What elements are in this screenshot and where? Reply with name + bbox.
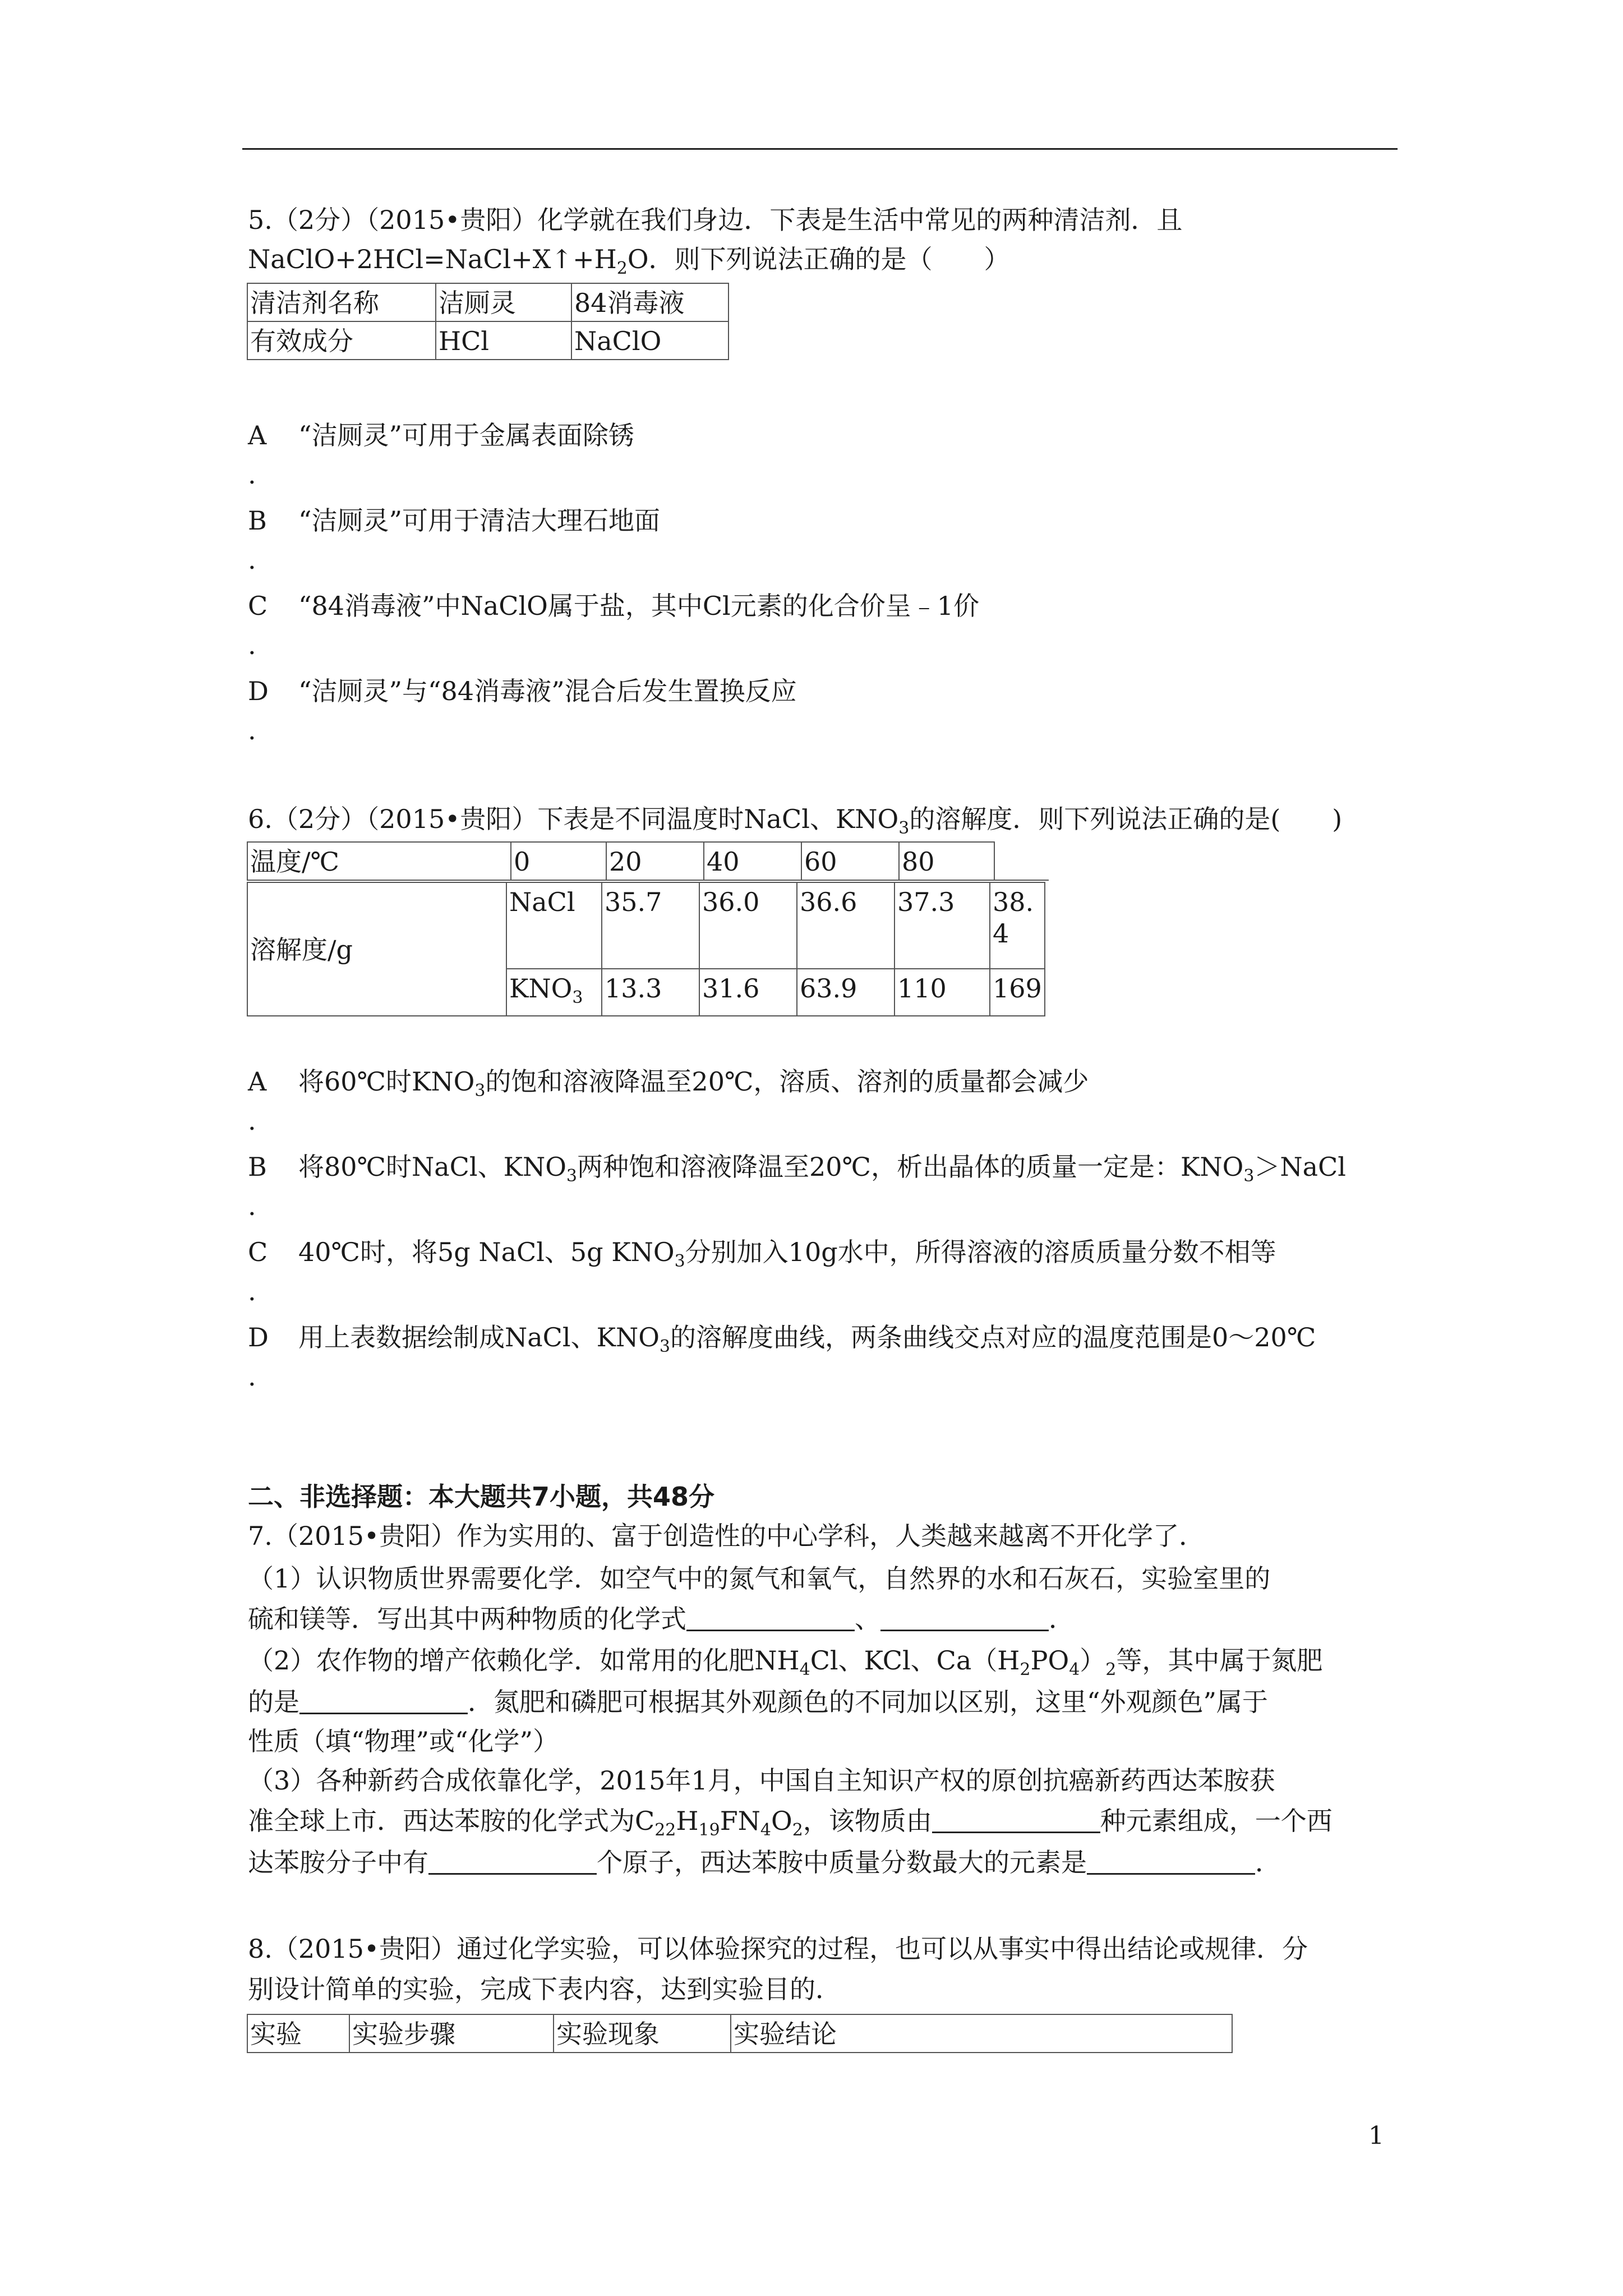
q5-option-c-letter: C <box>248 591 268 621</box>
option-dot: . <box>248 459 256 490</box>
q6-option-b-letter: B <box>248 1152 267 1182</box>
table-cell: 清洁剂名称 <box>247 283 436 321</box>
q6-stem: 6.（2分）（2015•贵阳）下表是不同温度时NaCl、$KNO_3$的溶解度．则下列说法正确的是( ) <box>248 804 1343 838</box>
q7-part3-line3: 达苯胺分子中有 个原子，西达苯胺中质量分数最大的元素是 ． <box>248 1847 1281 1878</box>
table-cell: HCl <box>436 321 571 360</box>
q6-solubility-body <box>247 882 1061 1018</box>
table-cell: 13.3 <box>602 969 699 1016</box>
q6-solubility-rows <box>247 882 1045 1016</box>
answer-blank[interactable] <box>428 1848 597 1875</box>
table-cell: 洁厕灵 <box>436 283 571 321</box>
option-dot: . <box>248 715 256 746</box>
option-dot: . <box>248 630 256 660</box>
q8-stem-line1: 8.（2015•贵阳）通过化学实验，可以体验探究的过程，也可以从事实中得出结论或规律．分 <box>248 1934 1308 1964</box>
answer-blank[interactable] <box>1087 1848 1255 1875</box>
table-cell: 60 <box>801 842 899 880</box>
q5-option-b-letter: B <box>248 505 267 536</box>
q5-option-d-letter: D <box>248 676 269 706</box>
table-cell: 实验 <box>247 2014 349 2053</box>
q5-stem-line2: $NaClO+2HCl=NaCl+X↑+H_2O$．则下列说法正确的是（ ） <box>248 244 1010 278</box>
table-row <box>247 321 728 360</box>
table-cell: 温度/℃ <box>247 842 511 880</box>
table-cell: 溶解度/g <box>247 882 506 1016</box>
table-cell: 40 <box>704 842 801 880</box>
q6-option-a-text: 将60℃时$KNO_3$的饱和溶液降温至20℃，溶质、溶剂的质量都会减少 <box>298 1066 1089 1101</box>
q5-cleaner-table <box>247 283 729 360</box>
q7-part3-line2: 准全球上市．西达苯胺的化学式为$C_{22}H_{19}FN_4O_2$，该物质由 种元素组成，一个西 <box>248 1806 1332 1840</box>
table-cell: 实验步骤 <box>349 2014 554 2053</box>
table-cell: 36.6 <box>797 882 895 969</box>
q5-option-a-letter: A <box>248 420 267 450</box>
option-dot: . <box>248 1361 256 1392</box>
q5-option-a-text: “洁厕灵”可用于金属表面除锈 <box>298 420 635 450</box>
page-number: 1 <box>1368 2122 1384 2150</box>
table-cell: 35.7 <box>602 882 699 969</box>
table-cell: NaCl <box>506 882 602 969</box>
q6-option-b-text: 将80℃时NaCl、$KNO_3$两种饱和溶液降温至20℃，析出晶体的质量一定是：$KNO_3>NaCl$ <box>298 1152 1347 1186</box>
q5-option-d-text: “洁厕灵”与“84消毒液”混合后发生置换反应 <box>298 676 797 706</box>
table-cell: 0 <box>511 842 606 880</box>
q7-part2-line1: （2）农作物的增产依赖化学．如常用的化肥$NH_4Cl$、KCl、$Ca(H_2PO_4)_2$等，其中属于氮肥 <box>248 1645 1323 1680</box>
table-cell: 实验结论 <box>731 2014 1232 2053</box>
option-dot: . <box>248 1106 256 1136</box>
table-cell-empty <box>994 842 1049 880</box>
q5-option-b-text: “洁厕灵”可用于清洁大理石地面 <box>298 505 661 536</box>
option-dot: . <box>248 1191 256 1221</box>
table-cell: 有效成分 <box>247 321 436 360</box>
q7-part3-line1: （3）各种新药合成依靠化学，2015年1月，中国自主知识产权的原创抗癌新药西达苯胺获 <box>248 1765 1275 1796</box>
option-dot: . <box>248 545 256 575</box>
q7-part2-line3: 性质（填“物理”或“化学”） <box>248 1726 559 1756</box>
q6-option-d-letter: D <box>248 1322 269 1352</box>
q6-option-d-text: 用上表数据绘制成NaCl、$KNO_3$的溶解度曲线，两条曲线交点对应的温度范围是0～20℃ <box>298 1322 1316 1356</box>
table-cell: 110 <box>895 969 990 1016</box>
q5-stem-line1: 5.（2分）（2015•贵阳）化学就在我们身边．下表是生活中常见的两种清洁剂．且 <box>248 205 1183 235</box>
q6-solubility-table <box>247 841 1049 881</box>
table-cell: 20 <box>606 842 704 880</box>
section-heading: 二、非选择题：本大题共7小题，共48分 <box>248 1481 715 1512</box>
q7-part1-line2: 硫和镁等．写出其中两种物质的化学式 、 ． <box>248 1604 1075 1634</box>
table-cell: 84消毒液 <box>571 283 728 321</box>
answer-blank[interactable] <box>932 1807 1100 1833</box>
table-cell: 31.6 <box>699 969 797 1016</box>
table-cell: 38. 4 <box>990 882 1045 969</box>
q7-part1-line1: （1）认识物质世界需要化学．如空气中的氮气和氧气，自然界的水和石灰石，实验室里的 <box>248 1563 1271 1594</box>
answer-blank[interactable] <box>880 1605 1049 1631</box>
q6-option-a-letter: A <box>248 1066 267 1097</box>
q6-option-c-text: 40℃时，将5g NaCl、5g $KNO_3$分别加入10g水中，所得溶液的溶质质量分数不相等 <box>298 1237 1276 1271</box>
q6-option-c-letter: C <box>248 1237 268 1267</box>
table-cell: 80 <box>899 842 994 880</box>
table-cell: 实验现象 <box>554 2014 731 2053</box>
table-row <box>247 283 728 321</box>
answer-blank[interactable] <box>686 1605 855 1631</box>
table-cell: 63.9 <box>797 969 895 1016</box>
table-cell: 169 <box>990 969 1045 1016</box>
table-cell: NaClO <box>571 321 728 360</box>
table-row <box>247 882 1045 969</box>
q5-option-c-text: “84消毒液”中NaClO属于盐，其中Cl元素的化合价呈﹣1价 <box>298 591 980 621</box>
header-rule <box>242 148 1398 150</box>
table-row <box>247 842 1049 880</box>
table-cell: 36.0 <box>699 882 797 969</box>
q7-stem: 7.（2015•贵阳）作为实用的、富于创造性的中心学科，人类越来越离不开化学了． <box>248 1521 1205 1551</box>
table-cell: $KNO_3$ <box>506 969 602 1016</box>
q7-part2-line2: 的是 ．氮肥和磷肥可根据其外观颜色的不同加以区别，这里“外观颜色”属于 <box>248 1687 1269 1717</box>
option-dot: . <box>248 1276 256 1306</box>
answer-blank[interactable] <box>299 1688 468 1714</box>
q8-experiment-table <box>247 2014 1233 2053</box>
table-row <box>247 2014 1232 2053</box>
q8-stem-line2: 别设计简单的实验，完成下表内容，达到实验目的． <box>248 1974 841 2004</box>
table-cell: 37.3 <box>895 882 990 969</box>
